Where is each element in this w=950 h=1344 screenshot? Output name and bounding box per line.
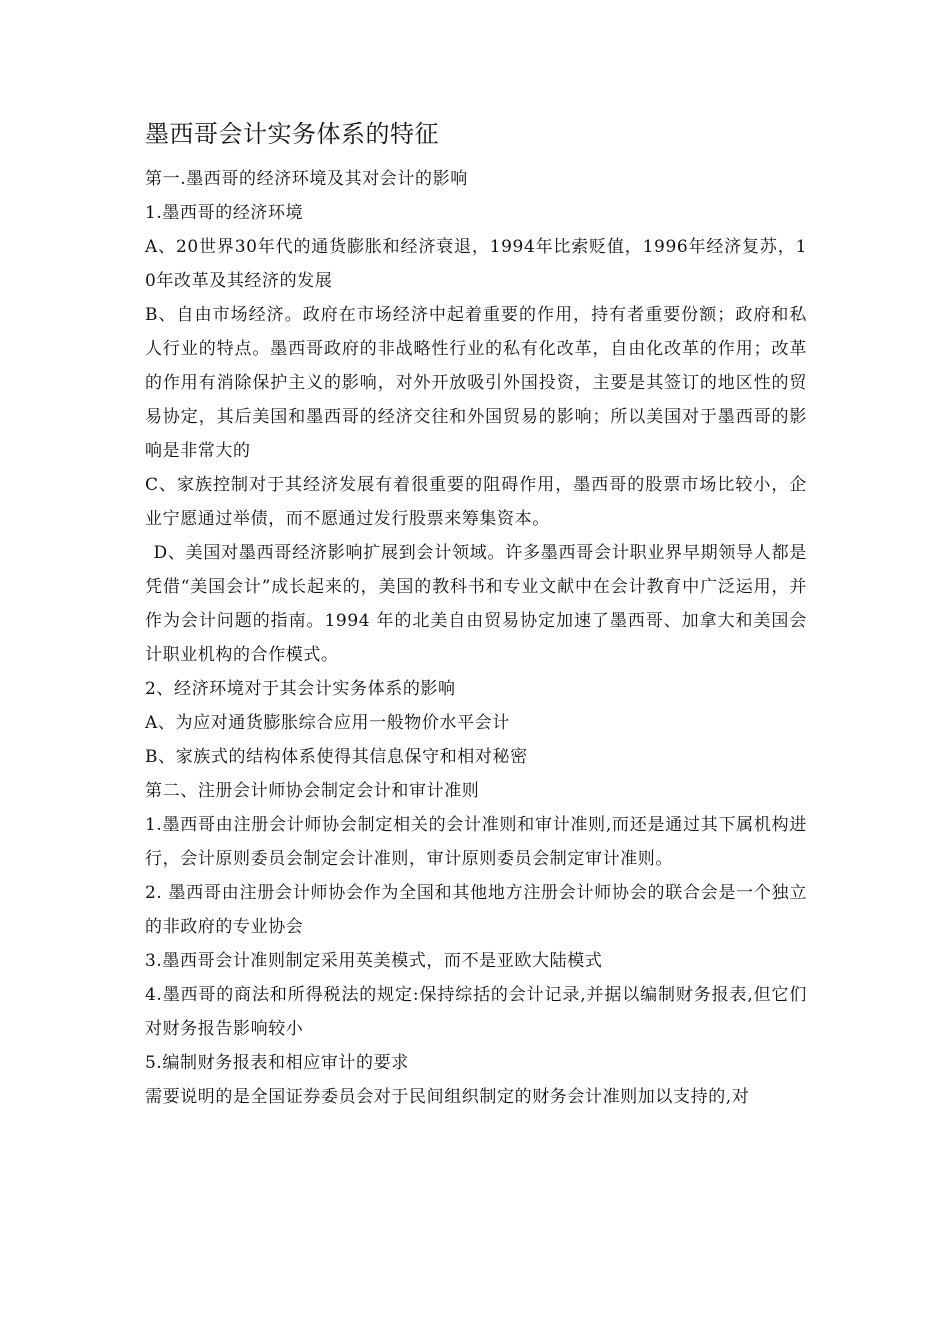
paragraph-2a: A、为应对通货膨胀综合应用一般物价水平会计: [145, 713, 510, 733]
subheading-1-2: 2、经济环境对于其会计实务体系的影响: [145, 679, 456, 699]
section-heading-1: 第一.墨西哥的经济环境及其对会计的影响: [145, 169, 468, 189]
list-item-2: 2. 墨西哥由注册会计师协会作为全国和其他地方注册会计师协会的联合会是一个独立的非政府的专业协会: [145, 883, 807, 937]
document-title: 墨西哥会计实务体系的特征: [145, 120, 439, 148]
paragraph-d: D、美国对墨西哥经济影响扩展到会计领域。许多墨西哥会计职业界早期领导人都是凭借“美国会计”成长起来的，美国的教科书和专业文献中在会计教育中广泛运用，并作为会计问题的指南。1994 年的北美自由贸易协定加速了墨西哥、加拿大和美国会计职业机构的合作模式。: [145, 543, 807, 665]
list-item-1: 1.墨西哥由注册会计师协会制定相关的会计准则和审计准则,而还是通过其下属机构进行，会计原则委员会制定会计准则，审计原则委员会制定审计准则。: [145, 815, 807, 869]
list-item-4: 4.墨西哥的商法和所得税法的规定:保持综括的会计记录,并据以编制财务报表,但它们对财务报告影响较小: [145, 985, 807, 1039]
subheading-1-1: 1.墨西哥的经济环境: [145, 203, 304, 223]
paragraph-c: C、家族控制对于其经济发展有着很重要的阻碍作用，墨西哥的股票市场比较小，企业宁愿通过举债，而不愿通过发行股票来筹集资本。: [145, 475, 807, 529]
list-item-3: 3.墨西哥会计准则制定采用英美模式，而不是亚欧大陆模式: [145, 951, 603, 971]
paragraph-b: B、自由市场经济。政府在市场经济中起着重要的作用，持有者重要份额；政府和私人行业的特点。墨西哥政府的非战略性行业的私有化改革，自由化改革的作用；改革的作用有消除保护主义的影响，对外开放吸引外国投资，主要是其签订的地区性的贸易协定，其后美国和墨西哥的经济交往和外国贸易的影响；所以美国对于墨西哥的影响是非常大的: [145, 305, 807, 461]
paragraph-note: 需要说明的是全国证券委员会对于民间组织制定的财务会计准则加以支持的,对: [145, 1087, 750, 1107]
section-heading-2: 第二、注册会计师协会制定会计和审计准则: [145, 781, 480, 801]
list-item-5: 5.编制财务报表和相应审计的要求: [145, 1053, 409, 1073]
paragraph-a: A、20世界30年代的通货膨胀和经济衰退，1994年比索贬值，1996年经济复苏，10年改革及其经济的发展: [145, 237, 807, 291]
paragraph-2b: B、家族式的结构体系使得其信息保守和相对秘密: [145, 747, 528, 767]
document-body: [145, 116, 807, 1114]
